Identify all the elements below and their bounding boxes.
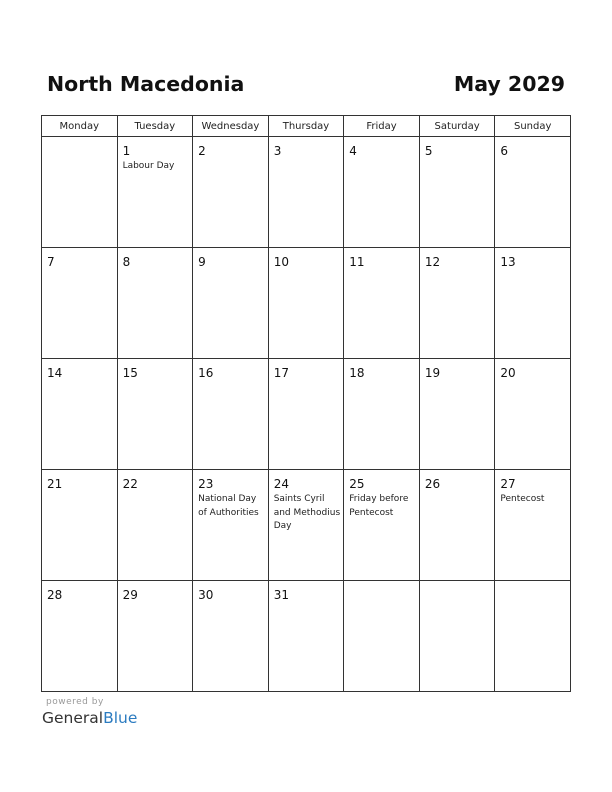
- day-cell: [42, 248, 118, 359]
- day-cell: [268, 248, 344, 359]
- holiday-label: Saints Cyril and Methodius Day: [273, 494, 341, 531]
- day-cell: [117, 581, 193, 692]
- day-cell: [419, 581, 495, 692]
- day-number: 22: [122, 477, 138, 491]
- day-cell: [419, 359, 495, 470]
- day-number: 12: [424, 255, 441, 269]
- day-cell: [42, 470, 118, 581]
- day-cell: [193, 581, 269, 692]
- day-number: 14: [47, 366, 63, 380]
- weekday-sunday: Sunday: [495, 116, 571, 137]
- day-cell: [419, 248, 495, 359]
- week-row: [42, 137, 571, 248]
- day-cell: [495, 359, 571, 470]
- weekday-tuesday: Tuesday: [117, 116, 193, 137]
- day-cell: [495, 581, 571, 692]
- week-row: [42, 581, 571, 692]
- day-cell: [117, 137, 193, 248]
- weekday-wednesday: Wednesday: [193, 116, 269, 137]
- day-cell: [344, 248, 420, 359]
- day-number: 29: [122, 588, 138, 602]
- day-number: 20: [500, 366, 516, 380]
- day-cell: [495, 470, 571, 581]
- day-cell: [344, 581, 420, 692]
- day-cell: [268, 137, 344, 248]
- day-number: 9: [198, 255, 206, 269]
- day-number: 28: [47, 588, 63, 602]
- day-cell: [42, 137, 118, 248]
- week-row: [42, 248, 571, 359]
- day-number: 15: [122, 366, 138, 380]
- day-number: 5: [424, 144, 433, 158]
- day-number: 13: [500, 255, 516, 269]
- day-number: 4: [349, 144, 357, 158]
- day-cell: [193, 137, 269, 248]
- holiday-label: Labour Day: [122, 161, 175, 171]
- day-number: 11: [349, 255, 365, 269]
- day-number: 16: [198, 366, 214, 380]
- day-number: 17: [273, 366, 289, 380]
- generalblue-logo[interactable]: [42, 709, 137, 727]
- weekday-header-row: [42, 116, 571, 137]
- day-cell: [344, 137, 420, 248]
- day-cell: [117, 359, 193, 470]
- day-number: 25: [349, 477, 365, 491]
- week-row: [42, 359, 571, 470]
- weekday-monday: Monday: [42, 116, 118, 137]
- day-number: 6: [500, 144, 509, 158]
- day-number: 23: [198, 477, 214, 491]
- month-year-title: May 2029: [453, 72, 565, 96]
- calendar-grid: [41, 115, 571, 692]
- day-cell: [268, 581, 344, 692]
- day-number: 19: [424, 366, 441, 380]
- country-title: North Macedonia: [47, 72, 245, 96]
- day-number: 30: [198, 588, 214, 602]
- weekday-saturday: Saturday: [419, 116, 495, 137]
- week-row: [42, 470, 571, 581]
- day-number: 1: [122, 144, 131, 158]
- day-number: 7: [47, 255, 55, 269]
- day-cell: [344, 470, 420, 581]
- day-cell: [117, 470, 193, 581]
- day-cell: [419, 470, 495, 581]
- holiday-label: Pentecost: [500, 494, 545, 504]
- day-number: 2: [198, 144, 206, 158]
- day-number: 8: [122, 255, 131, 269]
- day-number: 3: [273, 144, 282, 158]
- powered-by-label: powered by: [46, 697, 104, 707]
- day-cell: [42, 581, 118, 692]
- day-cell: [193, 359, 269, 470]
- weekday-thursday: Thursday: [268, 116, 344, 137]
- day-cell: [495, 248, 571, 359]
- day-number: 27: [500, 477, 516, 491]
- brand-blue: Blue: [103, 709, 138, 727]
- day-cell: [42, 359, 118, 470]
- day-cell: [419, 137, 495, 248]
- weekday-friday: Friday: [344, 116, 420, 137]
- day-number: 21: [47, 477, 63, 491]
- day-number: 18: [349, 366, 365, 380]
- day-number: 31: [273, 588, 289, 602]
- holiday-label: National Day of Authorities: [198, 494, 259, 518]
- day-cell: [268, 359, 344, 470]
- day-cell: [344, 359, 420, 470]
- day-cell: [495, 137, 571, 248]
- day-cell: [268, 470, 344, 581]
- day-cell: [117, 248, 193, 359]
- day-number: 10: [273, 255, 289, 269]
- day-cell: [193, 248, 269, 359]
- day-cell: [193, 470, 269, 581]
- day-number: 26: [424, 477, 441, 491]
- holiday-label: Friday before Pentecost: [349, 494, 409, 518]
- brand-general: General: [42, 709, 104, 727]
- day-number: 24: [273, 477, 289, 491]
